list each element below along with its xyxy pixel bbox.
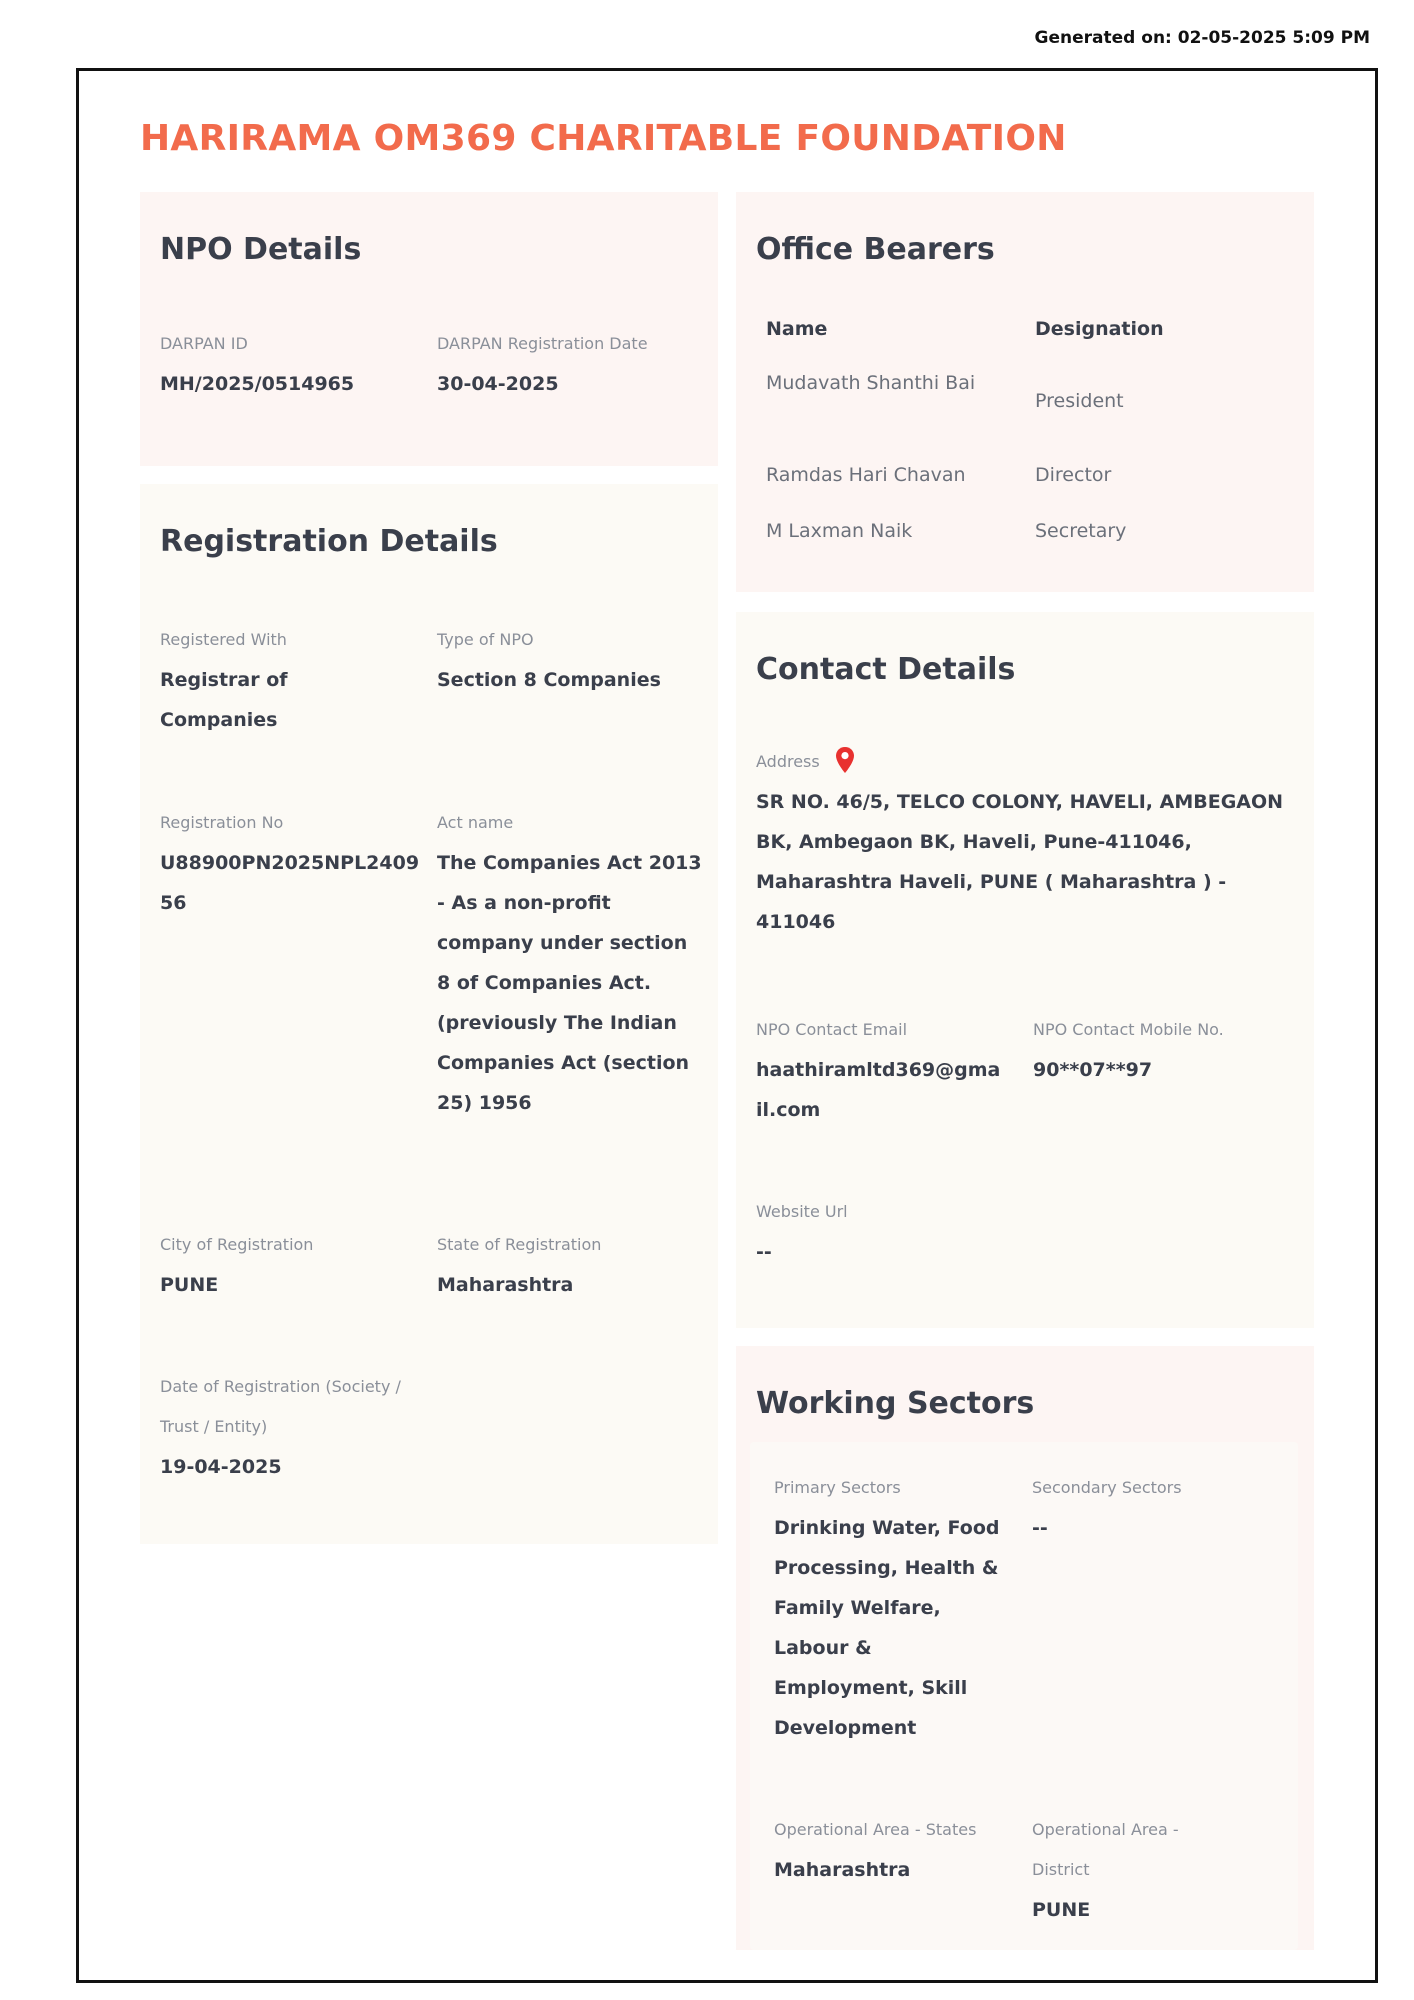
bearer-designation: President xyxy=(1035,390,1124,412)
registration-no-value: U88900PN2025NPL240956 xyxy=(160,852,420,914)
address-label-row xyxy=(756,742,1296,782)
act-name-label: Act name xyxy=(437,813,514,832)
generated-timestamp: Generated on: 02-05-2025 5:09 PM xyxy=(1034,28,1370,48)
darpan-reg-date-label: DARPAN Registration Date xyxy=(437,334,648,353)
office-bearers-name-header: Name xyxy=(766,318,828,340)
city-of-registration-field xyxy=(160,1225,420,1305)
npo-type-label: Type of NPO xyxy=(437,630,534,649)
address-label: Address xyxy=(756,752,820,771)
state-of-registration-field xyxy=(437,1225,697,1305)
registered-with-field xyxy=(160,620,420,740)
office-bearers-designation-header: Designation xyxy=(1035,318,1164,340)
date-of-registration-field xyxy=(160,1367,410,1487)
date-of-registration-label: Date of Registration (Society / Trust / Entity) xyxy=(160,1377,401,1436)
npo-type-field xyxy=(437,620,707,700)
city-of-registration-label: City of Registration xyxy=(160,1235,314,1254)
operational-states-field xyxy=(774,1810,984,1890)
act-name-field xyxy=(437,803,703,1123)
primary-sectors-value: Drinking Water, Food Processing, Health & Family Welfare, Labour & Employment, Skill Development xyxy=(774,1517,1000,1739)
organization-name: HARIRAMA OM369 CHARITABLE FOUNDATION xyxy=(140,118,1067,159)
operational-states-value: Maharashtra xyxy=(774,1859,911,1881)
darpan-id-label: DARPAN ID xyxy=(160,334,248,353)
darpan-reg-date-value: 30-04-2025 xyxy=(437,373,559,395)
bearer-name: Ramdas Hari Chavan xyxy=(766,464,966,486)
website-field xyxy=(756,1192,1016,1272)
working-sectors-title: Working Sectors xyxy=(756,1386,1035,1421)
bearer-name: Mudavath Shanthi Bai xyxy=(766,372,976,394)
primary-sectors-label: Primary Sectors xyxy=(774,1478,901,1497)
act-name-value: The Companies Act 2013 - As a non-profit company under section 8 of Companies Act. (previously The Indian Companies Act (section 25) 1956 xyxy=(437,852,702,1114)
website-value: -- xyxy=(756,1241,772,1263)
contact-details-title: Contact Details xyxy=(756,652,1016,687)
state-of-registration-value: Maharashtra xyxy=(437,1274,574,1296)
contact-mobile-field xyxy=(1033,1010,1293,1090)
operational-district-label: Operational Area - District xyxy=(1032,1820,1179,1879)
registered-with-label: Registered With xyxy=(160,630,287,649)
registration-no-label: Registration No xyxy=(160,813,284,832)
state-of-registration-label: State of Registration xyxy=(437,1235,602,1254)
working-sectors-card xyxy=(736,1346,1314,1950)
operational-district-value: PUNE xyxy=(1032,1899,1091,1921)
contact-details-card xyxy=(736,612,1314,1328)
contact-mobile-label: NPO Contact Mobile No. xyxy=(1033,1020,1224,1039)
website-label: Website Url xyxy=(756,1202,848,1221)
operational-states-label: Operational Area - States xyxy=(774,1820,977,1839)
contact-email-value: haathiramltd369@gmail.com xyxy=(756,1059,1001,1121)
office-bearers-title: Office Bearers xyxy=(756,232,995,267)
darpan-id-value: MH/2025/0514965 xyxy=(160,373,355,395)
address-value: SR NO. 46/5, TELCO COLONY, HAVELI, AMBEGAON BK, Ambegaon BK, Haveli, Pune-411046, Maharashtra Haveli, PUNE ( Maharashtra ) - 411046 xyxy=(756,791,1284,933)
date-of-registration-value: 19-04-2025 xyxy=(160,1456,282,1478)
registration-details-title: Registration Details xyxy=(160,524,498,559)
npo-details-title: NPO Details xyxy=(160,232,362,267)
primary-sectors-field xyxy=(774,1468,1009,1748)
darpan-reg-date-field xyxy=(437,324,697,404)
registered-with-value: Registrar of Companies xyxy=(160,669,288,731)
secondary-sectors-field xyxy=(1032,1468,1282,1548)
registration-no-field xyxy=(160,803,422,923)
darpan-id-field xyxy=(160,324,420,404)
registration-details-card xyxy=(140,484,718,1544)
secondary-sectors-label: Secondary Sectors xyxy=(1032,1478,1182,1497)
bearer-name: M Laxman Naik xyxy=(766,520,913,542)
contact-email-label: NPO Contact Email xyxy=(756,1020,908,1039)
location-pin-icon xyxy=(835,746,855,774)
contact-mobile-value: 90**07**97 xyxy=(1033,1059,1153,1081)
bearer-designation: Director xyxy=(1035,464,1112,486)
city-of-registration-value: PUNE xyxy=(160,1274,219,1296)
secondary-sectors-value: -- xyxy=(1032,1517,1048,1539)
operational-district-field xyxy=(1032,1810,1232,1930)
npo-type-value: Section 8 Companies xyxy=(437,669,661,691)
bearer-designation: Secretary xyxy=(1035,520,1127,542)
contact-email-field xyxy=(756,1010,1006,1130)
npo-details-card xyxy=(140,192,718,466)
office-bearers-card xyxy=(736,192,1314,592)
address-field xyxy=(756,742,1296,942)
